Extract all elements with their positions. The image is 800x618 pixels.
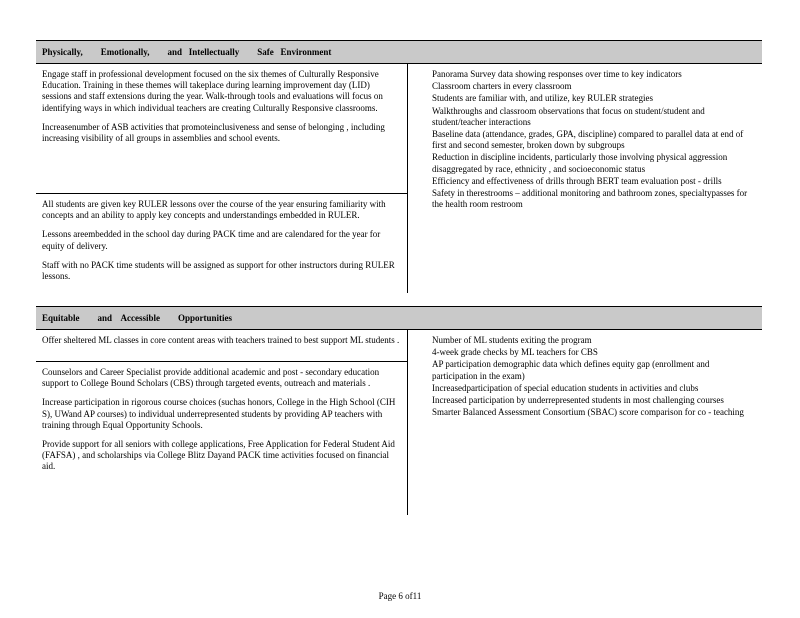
strategy-paragraph: Lessons areembedded in the school day during PACK time and are calendared for the year for equity of delivery. xyxy=(42,229,381,251)
list-item xyxy=(415,129,754,151)
indicators-column xyxy=(409,64,762,293)
indicator-text: Safety in therestrooms – additional monitoring and bathroom zones, specialtypasses for the health room restroom xyxy=(432,188,748,210)
indicator-list xyxy=(409,330,762,418)
list-item xyxy=(415,176,754,187)
indicator-text: Increasedparticipation of special education students in activities and clubs xyxy=(432,382,699,393)
indicator-text: AP participation demographic data which defines equity gap (enrollment and participation in the exam) xyxy=(432,359,710,381)
strategy-cell xyxy=(36,64,407,194)
list-item xyxy=(415,188,754,210)
section-title: Equitable and Accessible Opportunities xyxy=(42,313,233,323)
strategy-paragraph: Staff with no PACK time students will be assigned as support for other instructors during RULER lessons. xyxy=(42,259,395,282)
section-title: Physically, Emotionally, and Intellectually Safe Environment xyxy=(42,47,332,57)
indicator-text: Number of ML students exiting the program xyxy=(432,335,592,345)
list-item xyxy=(415,93,754,104)
strategy-paragraph: Counselors and Career Specialist provide additional academic and post - secondary education support to College Bound Scholars (CBS) through targeted events, outreach and materials . xyxy=(42,367,380,389)
list-item xyxy=(415,359,754,381)
indicator-text: Classroom charters in every classroom xyxy=(432,81,572,92)
list-item xyxy=(415,69,754,80)
list-item xyxy=(415,383,754,394)
strategy-paragraph: Increasenumber of ASB activities that promoteinclusiveness and sense of belonging , including increasing visibility of all groups in assemblies and school events. xyxy=(42,121,385,144)
strategies-column xyxy=(36,64,408,293)
indicator-text: Increased participation by underrepresented students in most challenging courses xyxy=(432,395,724,406)
strategy-cell xyxy=(36,330,407,362)
strategy-paragraph: Increase participation in rigorous course choices (suchas honors, College in the High School (CIH S), UWand AP courses) to individual underrepresented students by providing AP teachers with training through Equal Opportunity Schools. xyxy=(42,397,396,430)
strategies-column xyxy=(36,330,408,515)
strategy-cell xyxy=(36,362,407,515)
indicator-text: Baseline data (attendance, grades, GPA, discipline) compared to parallel data at end of first and second semester, broken down by subgroups xyxy=(432,129,744,151)
strategy-cell xyxy=(36,194,407,293)
indicator-text: Walkthroughs and classroom observations that focus on student/student and student/teacher interactions xyxy=(432,105,705,127)
indicator-text: Reduction in discipline incidents, particularly those involving physical aggression disaggregated by race, ethnicity , and socioeconomic status xyxy=(432,152,728,174)
list-item xyxy=(415,395,754,406)
strategy-paragraph: Engage staff in professional development focused on the six themes of Culturally Responsive Education. Training in these themes will takeplace during learning improvement day (LID) sessions and staff extensions during the year. Walk-through tools and evaluations will focus on identifying ways in which individual teachers are creating Culturally Responsive classrooms. xyxy=(42,69,383,113)
strategy-paragraph: Offer sheltered ML classes in core content areas with teachers trained to best support ML students . xyxy=(42,335,400,345)
indicator-text: 4-week grade checks by ML teachers for CBS xyxy=(432,347,598,358)
indicator-text: Efficiency and effectiveness of drills through BERT team evaluation post - drills xyxy=(432,175,722,186)
strategy-paragraph: All students are given key RULER lessons over the course of the year ensuring familiarity with concepts and an ability to apply key concepts and understandings embedded in RULER. xyxy=(42,199,386,221)
list-item xyxy=(415,81,754,92)
indicator-text: Smarter Balanced Assessment Consortium (SBAC) score comparison for co - teaching xyxy=(432,407,744,418)
section-header-safe-environment xyxy=(36,40,762,64)
list-item xyxy=(415,106,754,128)
indicator-text: Students are familiar with, and utilize, key RULER strategies xyxy=(432,93,653,104)
indicator-list xyxy=(409,64,762,210)
list-item xyxy=(415,335,754,346)
strategy-paragraph: Provide support for all seniors with college applications, Free Application for Federal Student Aid (FAFSA) , and scholarships via College Blitz Dayand PACK time activities focused on financial aid. xyxy=(42,439,395,472)
list-item xyxy=(415,347,754,358)
list-item xyxy=(415,407,754,418)
indicators-column xyxy=(409,330,762,515)
indicator-text: Panorama Survey data showing responses over time to key indicators xyxy=(432,69,682,79)
section-header-equitable-opportunities xyxy=(36,306,762,330)
list-item xyxy=(415,152,754,174)
page-number: Page 6 of11 xyxy=(378,591,422,601)
